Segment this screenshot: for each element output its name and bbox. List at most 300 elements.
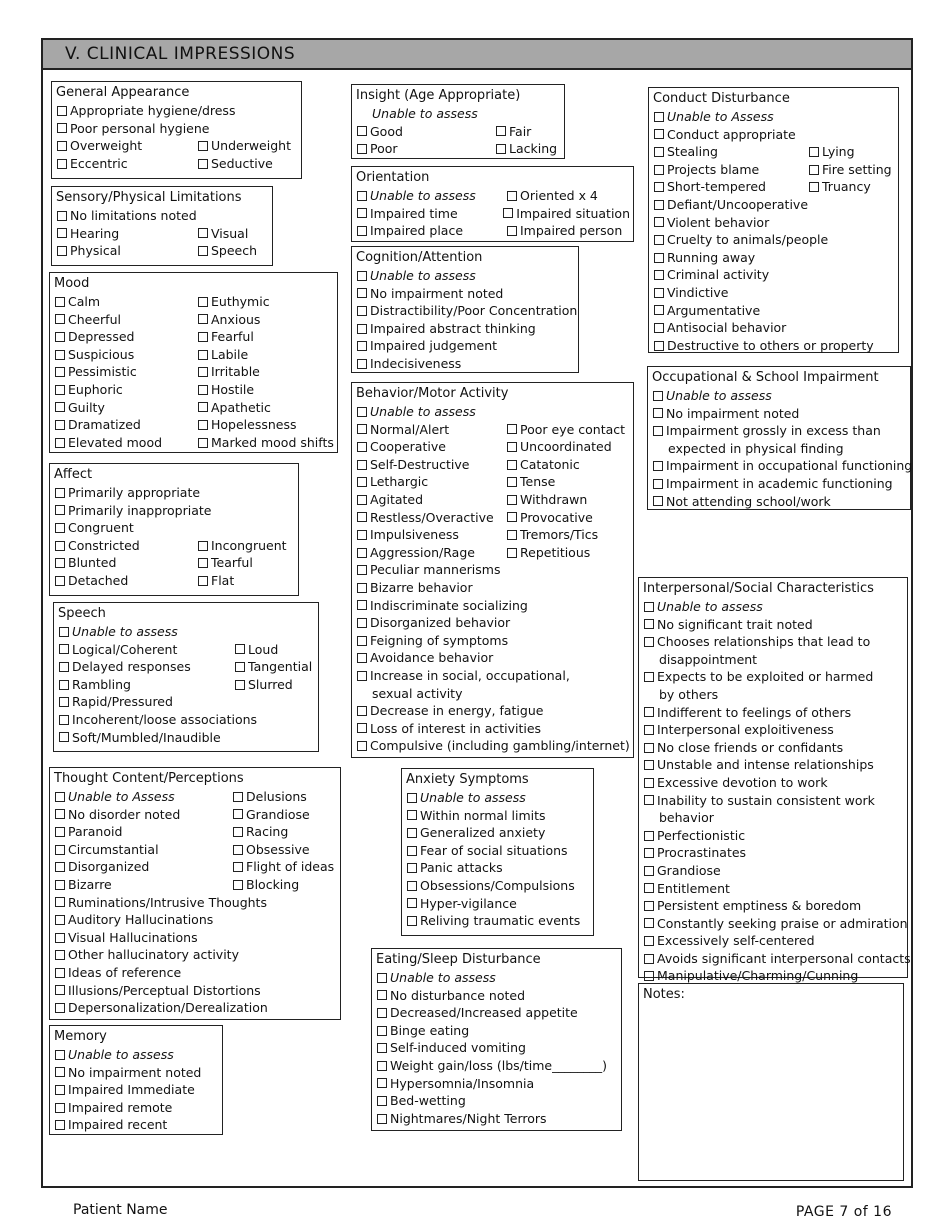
checkbox-item[interactable]: Impairment grossly in excess than xyxy=(652,422,907,440)
checkbox-item[interactable]: Procrastinates xyxy=(643,844,904,862)
checkbox[interactable] xyxy=(654,235,664,245)
checkbox-item[interactable]: Irritable xyxy=(197,363,334,381)
checkbox-item[interactable]: Inability to sustain consistent work xyxy=(643,792,904,810)
checkbox[interactable] xyxy=(644,672,654,682)
checkbox[interactable] xyxy=(55,933,65,943)
checkbox[interactable] xyxy=(644,778,654,788)
checkbox[interactable] xyxy=(644,831,654,841)
checkbox[interactable] xyxy=(55,792,65,802)
checkbox-item[interactable]: Unable to assess xyxy=(356,187,506,205)
checkbox-item[interactable]: Apathetic xyxy=(197,399,334,417)
checkbox[interactable] xyxy=(233,845,243,855)
checkbox-item[interactable]: Cruelty to animals/people xyxy=(653,231,895,249)
checkbox-item[interactable]: Aggression/Rage xyxy=(356,544,506,562)
checkbox[interactable] xyxy=(377,1078,387,1088)
checkbox-item[interactable]: Truancy xyxy=(808,178,871,196)
checkbox[interactable] xyxy=(407,828,417,838)
checkbox-item[interactable]: Criminal activity xyxy=(653,266,895,284)
checkbox[interactable] xyxy=(59,644,69,654)
checkbox-item[interactable]: Projects blame xyxy=(653,161,808,179)
checkbox[interactable] xyxy=(55,897,65,907)
checkbox[interactable] xyxy=(55,541,65,551)
checkbox[interactable] xyxy=(496,144,506,154)
checkbox-item[interactable]: Persistent emptiness & boredom xyxy=(643,897,904,915)
checkbox[interactable] xyxy=(357,208,367,218)
checkbox[interactable] xyxy=(357,191,367,201)
checkbox[interactable] xyxy=(233,792,243,802)
checkbox-item[interactable]: Rambling xyxy=(58,676,234,694)
checkbox-item[interactable]: Grandiose xyxy=(232,806,310,824)
checkbox[interactable] xyxy=(654,270,664,280)
checkbox[interactable] xyxy=(654,253,664,263)
checkbox-item[interactable]: Binge eating xyxy=(376,1022,618,1040)
checkbox-item[interactable]: Unable to assess xyxy=(356,403,630,421)
checkbox-item[interactable]: Illusions/Perceptual Distortions xyxy=(54,982,337,1000)
checkbox-item[interactable]: Increase in social, occupational, xyxy=(356,667,630,685)
checkbox-item[interactable]: Euthymic xyxy=(197,293,334,311)
checkbox[interactable] xyxy=(507,548,517,558)
checkbox[interactable] xyxy=(644,760,654,770)
checkbox[interactable] xyxy=(496,126,506,136)
checkbox[interactable] xyxy=(55,1050,65,1060)
checkbox[interactable] xyxy=(407,916,417,926)
checkbox[interactable] xyxy=(55,297,65,307)
checkbox[interactable] xyxy=(233,827,243,837)
checkbox[interactable] xyxy=(55,402,65,412)
checkbox-item[interactable]: Impairment in academic functioning xyxy=(652,475,907,493)
checkbox-item[interactable]: Hostile xyxy=(197,381,334,399)
checkbox[interactable] xyxy=(55,576,65,586)
checkbox[interactable] xyxy=(357,583,367,593)
checkbox-item[interactable]: Primarily inappropriate xyxy=(54,502,295,520)
checkbox[interactable] xyxy=(233,862,243,872)
checkbox[interactable] xyxy=(644,883,654,893)
checkbox-item[interactable]: Expects to be exploited or harmed xyxy=(643,668,904,686)
checkbox-item[interactable]: Agitated xyxy=(356,491,506,509)
checkbox[interactable] xyxy=(55,809,65,819)
checkbox-item[interactable]: Conduct appropriate xyxy=(653,126,895,144)
checkbox[interactable] xyxy=(507,477,517,487)
checkbox[interactable] xyxy=(357,495,367,505)
checkbox-item[interactable]: Withdrawn xyxy=(506,491,587,509)
checkbox-item[interactable]: Obsessions/Compulsions xyxy=(406,877,590,895)
checkbox[interactable] xyxy=(235,680,245,690)
checkbox[interactable] xyxy=(407,881,417,891)
checkbox[interactable] xyxy=(377,1026,387,1036)
checkbox-item[interactable]: Bizarre behavior xyxy=(356,579,630,597)
checkbox-item[interactable]: Tense xyxy=(506,473,555,491)
checkbox-item[interactable]: Blocking xyxy=(232,876,299,894)
checkbox-item[interactable]: Hyper-vigilance xyxy=(406,895,590,913)
checkbox[interactable] xyxy=(198,159,208,169)
checkbox-item[interactable]: Nightmares/Night Terrors xyxy=(376,1110,618,1128)
checkbox[interactable] xyxy=(59,697,69,707)
checkbox[interactable] xyxy=(644,637,654,647)
checkbox-item[interactable]: Short-tempered xyxy=(653,178,808,196)
checkbox[interactable] xyxy=(57,159,67,169)
checkbox-item[interactable]: Delayed responses xyxy=(58,658,234,676)
checkbox[interactable] xyxy=(653,479,663,489)
checkbox[interactable] xyxy=(407,863,417,873)
checkbox[interactable] xyxy=(644,795,654,805)
checkbox-item[interactable]: Labile xyxy=(197,346,334,364)
checkbox[interactable] xyxy=(809,182,819,192)
checkbox[interactable] xyxy=(57,228,67,238)
checkbox-item[interactable]: Lethargic xyxy=(356,473,506,491)
checkbox-item[interactable]: No impairment noted xyxy=(652,405,907,423)
checkbox[interactable] xyxy=(809,147,819,157)
checkbox-item[interactable]: Panic attacks xyxy=(406,859,590,877)
checkbox[interactable] xyxy=(198,402,208,412)
checkbox[interactable] xyxy=(357,741,367,751)
checkbox[interactable] xyxy=(357,530,367,540)
checkbox[interactable] xyxy=(57,123,67,133)
checkbox-item[interactable]: Unable to assess xyxy=(58,623,315,641)
checkbox-item[interactable]: Repetitious xyxy=(506,544,590,562)
checkbox-item[interactable]: No significant trait noted xyxy=(643,616,904,634)
checkbox[interactable] xyxy=(644,918,654,928)
checkbox-item[interactable]: Impaired person xyxy=(506,222,622,240)
checkbox[interactable] xyxy=(198,576,208,586)
checkbox[interactable] xyxy=(357,407,367,417)
checkbox-item[interactable]: Decrease in energy, fatigue xyxy=(356,702,630,720)
checkbox-item[interactable]: Self-induced vomiting xyxy=(376,1039,618,1057)
checkbox-item[interactable]: Self-Destructive xyxy=(356,456,506,474)
checkbox-item[interactable]: Dramatized xyxy=(54,416,197,434)
checkbox[interactable] xyxy=(357,359,367,369)
checkbox[interactable] xyxy=(507,530,517,540)
checkbox-item[interactable]: Reliving traumatic events xyxy=(406,912,590,930)
checkbox[interactable] xyxy=(357,126,367,136)
checkbox[interactable] xyxy=(809,165,819,175)
checkbox-item[interactable]: Constricted xyxy=(54,537,197,555)
checkbox[interactable] xyxy=(644,848,654,858)
checkbox-item[interactable]: Excessively self-centered xyxy=(643,932,904,950)
checkbox[interactable] xyxy=(357,706,367,716)
checkbox[interactable] xyxy=(198,420,208,430)
checkbox-item[interactable]: Excessive devotion to work xyxy=(643,774,904,792)
checkbox-item[interactable]: Guilty xyxy=(54,399,197,417)
checkbox-item[interactable]: Fire setting xyxy=(808,161,892,179)
checkbox[interactable] xyxy=(644,707,654,717)
checkbox-item[interactable]: Not attending school/work xyxy=(652,493,907,511)
checkbox-item[interactable]: Marked mood shifts xyxy=(197,434,334,452)
checkbox[interactable] xyxy=(357,723,367,733)
checkbox-item[interactable]: Appropriate hygiene/dress xyxy=(56,102,298,120)
checkbox-item[interactable]: Fair xyxy=(495,123,531,141)
checkbox[interactable] xyxy=(357,226,367,236)
checkbox[interactable] xyxy=(357,324,367,334)
checkbox-item[interactable]: Avoids significant interpersonal contacts xyxy=(643,950,904,968)
checkbox-item[interactable]: Chooses relationships that lead to xyxy=(643,633,904,651)
checkbox-item[interactable]: Lacking xyxy=(495,140,557,158)
checkbox-item[interactable]: Incongruent xyxy=(197,537,287,555)
checkbox[interactable] xyxy=(654,182,664,192)
checkbox[interactable] xyxy=(357,618,367,628)
checkbox-item[interactable]: Calm xyxy=(54,293,197,311)
checkbox-item[interactable]: Delusions xyxy=(232,788,307,806)
checkbox-item[interactable]: Stealing xyxy=(653,143,808,161)
checkbox-item[interactable]: Entitlement xyxy=(643,880,904,898)
checkbox-item[interactable]: Catatonic xyxy=(506,456,580,474)
checkbox[interactable] xyxy=(55,558,65,568)
checkbox[interactable] xyxy=(357,512,367,522)
checkbox-item[interactable]: Violent behavior xyxy=(653,214,895,232)
checkbox-item[interactable]: No limitations noted xyxy=(56,207,269,225)
checkbox[interactable] xyxy=(357,424,367,434)
checkbox-item[interactable]: Uncoordinated xyxy=(506,438,612,456)
notes-box[interactable] xyxy=(638,983,904,1181)
checkbox[interactable] xyxy=(55,968,65,978)
checkbox-item[interactable]: Visual Hallucinations xyxy=(54,929,337,947)
checkbox[interactable] xyxy=(198,314,208,324)
checkbox[interactable] xyxy=(377,1096,387,1106)
checkbox[interactable] xyxy=(357,144,367,154)
checkbox-item[interactable]: Flight of ideas xyxy=(232,858,334,876)
checkbox-item[interactable]: Impaired situation xyxy=(502,205,630,223)
checkbox[interactable] xyxy=(407,898,417,908)
checkbox-item[interactable]: Vindictive xyxy=(653,284,895,302)
checkbox-item[interactable]: Impaired judgement xyxy=(356,337,575,355)
checkbox-item[interactable]: Tearful xyxy=(197,554,253,572)
checkbox-item[interactable]: Cooperative xyxy=(356,438,506,456)
checkbox-item[interactable]: No disturbance noted xyxy=(376,987,618,1005)
checkbox[interactable] xyxy=(55,420,65,430)
checkbox[interactable] xyxy=(644,743,654,753)
checkbox[interactable] xyxy=(377,990,387,1000)
checkbox-item[interactable]: Unable to assess xyxy=(54,1046,219,1064)
checkbox-item[interactable]: Unable to assess xyxy=(406,789,590,807)
checkbox-item[interactable]: Unable to Assess xyxy=(653,108,895,126)
checkbox[interactable] xyxy=(507,191,517,201)
checkbox[interactable] xyxy=(357,271,367,281)
checkbox-item[interactable]: Poor eye contact xyxy=(506,421,625,439)
checkbox-item[interactable]: Decreased/Increased appetite xyxy=(376,1004,618,1022)
checkbox[interactable] xyxy=(357,653,367,663)
checkbox-item[interactable]: Unable to Assess xyxy=(54,788,232,806)
checkbox-item[interactable]: Grandiose xyxy=(643,862,904,880)
checkbox[interactable] xyxy=(198,385,208,395)
checkbox[interactable] xyxy=(55,880,65,890)
checkbox-item[interactable]: Speech xyxy=(197,242,257,260)
checkbox[interactable] xyxy=(654,112,664,122)
checkbox-item[interactable]: Primarily appropriate xyxy=(54,484,295,502)
checkbox-item[interactable]: Incoherent/loose associations xyxy=(58,711,315,729)
checkbox[interactable] xyxy=(377,973,387,983)
checkbox[interactable] xyxy=(55,862,65,872)
checkbox[interactable] xyxy=(357,548,367,558)
checkbox-item[interactable]: Tremors/Tics xyxy=(506,526,598,544)
checkbox-item[interactable]: Distractibility/Poor Concentration xyxy=(356,302,575,320)
checkbox[interactable] xyxy=(654,305,664,315)
checkbox-item[interactable]: Poor xyxy=(356,140,495,158)
checkbox[interactable] xyxy=(198,350,208,360)
checkbox-item[interactable]: Overweight xyxy=(56,137,197,155)
checkbox-item[interactable]: Underweight xyxy=(197,137,291,155)
checkbox-item[interactable]: Defiant/Uncooperative xyxy=(653,196,895,214)
checkbox-item[interactable]: Avoidance behavior xyxy=(356,649,630,667)
checkbox[interactable] xyxy=(654,323,664,333)
checkbox[interactable] xyxy=(198,297,208,307)
checkbox[interactable] xyxy=(55,1085,65,1095)
checkbox-item[interactable]: No close friends or confidants xyxy=(643,739,904,757)
checkbox[interactable] xyxy=(507,495,517,505)
checkbox-item[interactable]: Impaired place xyxy=(356,222,506,240)
checkbox[interactable] xyxy=(357,600,367,610)
checkbox[interactable] xyxy=(59,627,69,637)
checkbox[interactable] xyxy=(55,438,65,448)
checkbox-item[interactable]: Unable to assess xyxy=(376,969,618,987)
checkbox-item[interactable]: Ruminations/Intrusive Thoughts xyxy=(54,894,337,912)
checkbox-item[interactable]: Normal/Alert xyxy=(356,421,506,439)
checkbox-item[interactable]: Paranoid xyxy=(54,823,232,841)
checkbox-item[interactable]: Detached xyxy=(54,572,197,590)
checkbox[interactable] xyxy=(644,971,654,981)
checkbox-item[interactable]: Interpersonal exploitiveness xyxy=(643,721,904,739)
checkbox-item[interactable]: Elevated mood xyxy=(54,434,197,452)
checkbox[interactable] xyxy=(55,505,65,515)
checkbox-item[interactable]: Unable to assess xyxy=(643,598,904,616)
checkbox[interactable] xyxy=(507,460,517,470)
checkbox[interactable] xyxy=(507,226,517,236)
checkbox-item[interactable]: Eccentric xyxy=(56,155,197,173)
checkbox[interactable] xyxy=(57,211,67,221)
checkbox-item[interactable]: Argumentative xyxy=(653,302,895,320)
checkbox-item[interactable]: Circumstantial xyxy=(54,841,232,859)
checkbox-item[interactable]: Poor personal hygiene xyxy=(56,120,298,138)
checkbox-item[interactable]: Physical xyxy=(56,242,197,260)
checkbox[interactable] xyxy=(644,866,654,876)
checkbox-item[interactable]: Hearing xyxy=(56,225,197,243)
checkbox[interactable] xyxy=(59,715,69,725)
checkbox-item[interactable]: Congruent xyxy=(54,519,295,537)
checkbox-item[interactable]: Auditory Hallucinations xyxy=(54,911,337,929)
checkbox-item[interactable]: Other hallucinatory activity xyxy=(54,946,337,964)
checkbox[interactable] xyxy=(654,217,664,227)
checkbox[interactable] xyxy=(55,488,65,498)
checkbox-item[interactable]: Good xyxy=(356,123,495,141)
checkbox[interactable] xyxy=(235,644,245,654)
checkbox[interactable] xyxy=(357,477,367,487)
checkbox-item[interactable]: Anxious xyxy=(197,311,334,329)
checkbox[interactable] xyxy=(235,662,245,672)
checkbox-item[interactable]: Unable to assess xyxy=(652,387,907,405)
checkbox[interactable] xyxy=(644,602,654,612)
checkbox-item[interactable]: Indecisiveness xyxy=(356,355,575,373)
checkbox[interactable] xyxy=(198,558,208,568)
checkbox[interactable] xyxy=(59,662,69,672)
checkbox[interactable] xyxy=(55,385,65,395)
checkbox[interactable] xyxy=(377,1061,387,1071)
checkbox-item[interactable]: Rapid/Pressured xyxy=(58,693,315,711)
checkbox[interactable] xyxy=(503,208,513,218)
checkbox[interactable] xyxy=(198,332,208,342)
checkbox[interactable] xyxy=(55,950,65,960)
checkbox-item[interactable]: Tangential xyxy=(234,658,312,676)
checkbox-item[interactable]: No disorder noted xyxy=(54,806,232,824)
checkbox[interactable] xyxy=(653,391,663,401)
checkbox[interactable] xyxy=(654,129,664,139)
checkbox[interactable] xyxy=(653,426,663,436)
checkbox[interactable] xyxy=(507,512,517,522)
checkbox[interactable] xyxy=(55,332,65,342)
checkbox-item[interactable]: Destructive to others or property xyxy=(653,337,895,355)
checkbox[interactable] xyxy=(357,341,367,351)
checkbox[interactable] xyxy=(233,809,243,819)
checkbox[interactable] xyxy=(55,1067,65,1077)
checkbox-item[interactable]: Seductive xyxy=(197,155,273,173)
checkbox-item[interactable]: Indiscriminate socializing xyxy=(356,597,630,615)
checkbox-item[interactable]: Unable to assess xyxy=(356,267,575,285)
checkbox-item[interactable]: Feigning of symptoms xyxy=(356,632,630,650)
checkbox-item[interactable]: Impaired remote xyxy=(54,1099,219,1117)
checkbox-item[interactable]: Indifferent to feelings of others xyxy=(643,704,904,722)
checkbox-item[interactable]: Impairment in occupational functioning xyxy=(652,457,907,475)
checkbox-item[interactable]: Depersonalization/Derealization xyxy=(54,999,337,1017)
checkbox[interactable] xyxy=(57,141,67,151)
checkbox[interactable] xyxy=(377,1008,387,1018)
checkbox-item[interactable]: Perfectionistic xyxy=(643,827,904,845)
checkbox-item[interactable]: Depressed xyxy=(54,328,197,346)
checkbox[interactable] xyxy=(357,636,367,646)
checkbox[interactable] xyxy=(654,341,664,351)
checkbox-item[interactable]: Soft/Mumbled/Inaudible xyxy=(58,729,315,747)
checkbox[interactable] xyxy=(357,288,367,298)
checkbox-item[interactable]: Bed-wetting xyxy=(376,1092,618,1110)
checkbox[interactable] xyxy=(55,1103,65,1113)
checkbox[interactable] xyxy=(644,954,654,964)
checkbox-item[interactable]: Fearful xyxy=(197,328,334,346)
checkbox[interactable] xyxy=(653,408,663,418)
checkbox-item[interactable]: Visual xyxy=(197,225,248,243)
checkbox-item[interactable]: Logical/Coherent xyxy=(58,641,234,659)
checkbox[interactable] xyxy=(654,147,664,157)
checkbox-item[interactable]: Hopelessness xyxy=(197,416,334,434)
checkbox[interactable] xyxy=(654,165,664,175)
checkbox-item[interactable]: Racing xyxy=(232,823,288,841)
checkbox-item[interactable]: Flat xyxy=(197,572,234,590)
checkbox[interactable] xyxy=(377,1114,387,1124)
checkbox-item[interactable]: Euphoric xyxy=(54,381,197,399)
checkbox-item[interactable]: Restless/Overactive xyxy=(356,509,506,527)
checkbox-item[interactable]: Lying xyxy=(808,143,855,161)
checkbox[interactable] xyxy=(357,671,367,681)
checkbox[interactable] xyxy=(55,523,65,533)
checkbox-item[interactable]: Generalized anxiety xyxy=(406,824,590,842)
checkbox-item[interactable]: Manipulative/Charming/Cunning xyxy=(643,967,904,985)
checkbox-item[interactable]: Impaired time xyxy=(356,205,502,223)
checkbox[interactable] xyxy=(644,725,654,735)
checkbox-item[interactable]: Provocative xyxy=(506,509,593,527)
checkbox[interactable] xyxy=(57,246,67,256)
checkbox-item[interactable]: Unable to assess xyxy=(372,106,478,121)
checkbox[interactable] xyxy=(55,1003,65,1013)
checkbox[interactable] xyxy=(55,845,65,855)
checkbox[interactable] xyxy=(55,985,65,995)
checkbox[interactable] xyxy=(55,350,65,360)
checkbox[interactable] xyxy=(407,793,417,803)
checkbox-item[interactable]: Slurred xyxy=(234,676,293,694)
checkbox[interactable] xyxy=(407,846,417,856)
checkbox-item[interactable]: Ideas of reference xyxy=(54,964,337,982)
checkbox[interactable] xyxy=(507,424,517,434)
checkbox[interactable] xyxy=(654,200,664,210)
checkbox-item[interactable]: Impulsiveness xyxy=(356,526,506,544)
checkbox-item[interactable]: Oriented x 4 xyxy=(506,187,598,205)
checkbox[interactable] xyxy=(507,442,517,452)
checkbox[interactable] xyxy=(55,314,65,324)
checkbox[interactable] xyxy=(55,367,65,377)
